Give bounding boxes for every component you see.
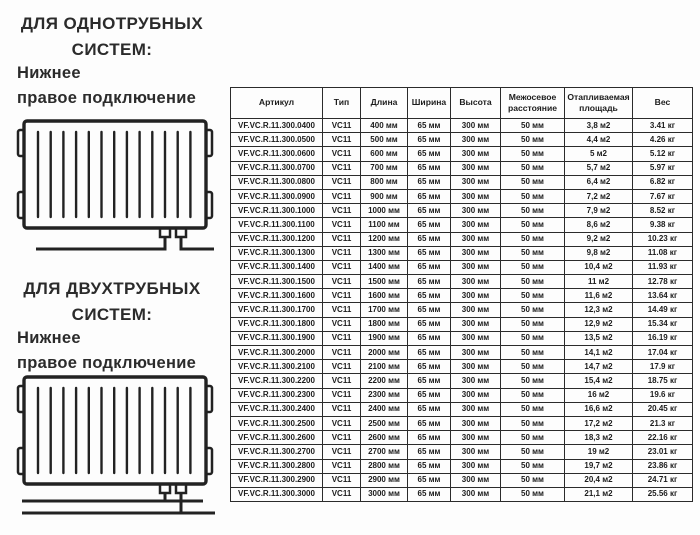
cell-weight: 10.23 кг — [633, 232, 693, 246]
cell-type: VC11 — [323, 331, 361, 345]
table-row — [231, 459, 693, 473]
header-axle-distance: Межосевое расстояние — [501, 88, 565, 119]
cell-type: VC11 — [323, 317, 361, 331]
cell-width: 65 мм — [408, 317, 451, 331]
cell-width: 65 мм — [408, 232, 451, 246]
cell-length: 600 мм — [361, 147, 408, 161]
cell-length: 3000 мм — [361, 487, 408, 501]
cell-axle-distance: 50 мм — [501, 331, 565, 345]
cell-weight: 11.08 кг — [633, 246, 693, 260]
table-row — [231, 147, 693, 161]
cell-weight: 23.86 кг — [633, 459, 693, 473]
table-row — [231, 331, 693, 345]
cell-type: VC11 — [323, 218, 361, 232]
cell-height: 300 мм — [451, 459, 501, 473]
cell-heated-area: 7,9 м2 — [565, 204, 633, 218]
cell-axle-distance: 50 мм — [501, 416, 565, 430]
cell-article: VF.VC.R.11.300.1300 — [231, 246, 323, 260]
cell-height: 300 мм — [451, 317, 501, 331]
cell-heated-area: 21,1 м2 — [565, 487, 633, 501]
cell-width: 65 мм — [408, 133, 451, 147]
cell-heated-area: 19,7 м2 — [565, 459, 633, 473]
table-row — [231, 317, 693, 331]
cell-length: 1300 мм — [361, 246, 408, 260]
header-length: Длина — [361, 88, 408, 119]
cell-axle-distance: 50 мм — [501, 275, 565, 289]
cell-axle-distance: 50 мм — [501, 374, 565, 388]
cell-width: 65 мм — [408, 218, 451, 232]
subtitle-line2: правое подключение — [17, 353, 197, 372]
cell-width: 65 мм — [408, 416, 451, 430]
cell-axle-distance: 50 мм — [501, 133, 565, 147]
cell-height: 300 мм — [451, 119, 501, 133]
cell-axle-distance: 50 мм — [501, 204, 565, 218]
cell-weight: 3.41 кг — [633, 119, 693, 133]
cell-weight: 4.26 кг — [633, 133, 693, 147]
cell-type: VC11 — [323, 445, 361, 459]
cell-height: 300 мм — [451, 416, 501, 430]
cell-width: 65 мм — [408, 303, 451, 317]
cell-heated-area: 5 м2 — [565, 147, 633, 161]
table-row — [231, 204, 693, 218]
cell-type: VC11 — [323, 473, 361, 487]
section-title-line1: ДЛЯ ДВУХТРУБНЫХ — [23, 279, 201, 298]
cell-axle-distance: 50 мм — [501, 232, 565, 246]
cell-type: VC11 — [323, 388, 361, 402]
cell-length: 1700 мм — [361, 303, 408, 317]
cell-type: VC11 — [323, 161, 361, 175]
cell-heated-area: 14,1 м2 — [565, 346, 633, 360]
table-row — [231, 218, 693, 232]
cell-height: 300 мм — [451, 303, 501, 317]
cell-weight: 18.75 кг — [633, 374, 693, 388]
cell-type: VC11 — [323, 303, 361, 317]
cell-weight: 13.64 кг — [633, 289, 693, 303]
cell-height: 300 мм — [451, 445, 501, 459]
cell-weight: 15.34 кг — [633, 317, 693, 331]
cell-weight: 16.19 кг — [633, 331, 693, 345]
cell-heated-area: 11 м2 — [565, 275, 633, 289]
cell-article: VF.VC.R.11.300.2100 — [231, 360, 323, 374]
table-row — [231, 161, 693, 175]
cell-heated-area: 13,5 м2 — [565, 331, 633, 345]
radiator-two-pipe-diagram — [12, 372, 220, 524]
cell-axle-distance: 50 мм — [501, 175, 565, 189]
cell-article: VF.VC.R.11.300.0800 — [231, 175, 323, 189]
section-title-single-pipe — [8, 11, 216, 62]
cell-type: VC11 — [323, 360, 361, 374]
cell-type: VC11 — [323, 346, 361, 360]
table-row — [231, 416, 693, 430]
table-row — [231, 246, 693, 260]
radiator-single-pipe-diagram — [12, 116, 220, 258]
cell-length: 2200 мм — [361, 374, 408, 388]
cell-axle-distance: 50 мм — [501, 360, 565, 374]
cell-width: 65 мм — [408, 147, 451, 161]
cell-heated-area: 5,7 м2 — [565, 161, 633, 175]
cell-weight: 7.67 кг — [633, 189, 693, 203]
cell-type: VC11 — [323, 487, 361, 501]
cell-type: VC11 — [323, 246, 361, 260]
table-row — [231, 119, 693, 133]
cell-article: VF.VC.R.11.300.1100 — [231, 218, 323, 232]
cell-type: VC11 — [323, 416, 361, 430]
cell-height: 300 мм — [451, 275, 501, 289]
table-row — [231, 346, 693, 360]
cell-heated-area: 14,7 м2 — [565, 360, 633, 374]
cell-article: VF.VC.R.11.300.3000 — [231, 487, 323, 501]
cell-heated-area: 19 м2 — [565, 445, 633, 459]
cell-weight: 11.93 кг — [633, 260, 693, 274]
table-row — [231, 133, 693, 147]
cell-article: VF.VC.R.11.300.0500 — [231, 133, 323, 147]
cell-weight: 22.16 кг — [633, 431, 693, 445]
cell-axle-distance: 50 мм — [501, 218, 565, 232]
cell-axle-distance: 50 мм — [501, 487, 565, 501]
cell-heated-area: 6,4 м2 — [565, 175, 633, 189]
cell-width: 65 мм — [408, 445, 451, 459]
cell-height: 300 мм — [451, 189, 501, 203]
header-type: Тип — [323, 88, 361, 119]
cell-article: VF.VC.R.11.300.2800 — [231, 459, 323, 473]
cell-width: 65 мм — [408, 260, 451, 274]
cell-height: 300 мм — [451, 232, 501, 246]
cell-weight: 14.49 кг — [633, 303, 693, 317]
cell-type: VC11 — [323, 275, 361, 289]
cell-height: 300 мм — [451, 246, 501, 260]
cell-axle-distance: 50 мм — [501, 189, 565, 203]
cell-heated-area: 20,4 м2 — [565, 473, 633, 487]
cell-type: VC11 — [323, 119, 361, 133]
cell-height: 300 мм — [451, 161, 501, 175]
cell-weight: 5.12 кг — [633, 147, 693, 161]
table-row — [231, 374, 693, 388]
cell-article: VF.VC.R.11.300.2900 — [231, 473, 323, 487]
cell-article: VF.VC.R.11.300.0700 — [231, 161, 323, 175]
radiator-two-pipe-icon — [12, 372, 220, 524]
cell-weight: 9.38 кг — [633, 218, 693, 232]
cell-length: 1900 мм — [361, 331, 408, 345]
cell-height: 300 мм — [451, 374, 501, 388]
cell-length: 2800 мм — [361, 459, 408, 473]
subtitle-line1: Нижнее — [17, 64, 81, 82]
cell-axle-distance: 50 мм — [501, 303, 565, 317]
cell-heated-area: 7,2 м2 — [565, 189, 633, 203]
table-body — [231, 119, 693, 502]
cell-length: 2600 мм — [361, 431, 408, 445]
section-title-line1: ДЛЯ ОДНОТРУБНЫХ — [20, 14, 204, 33]
cell-axle-distance: 50 мм — [501, 473, 565, 487]
cell-height: 300 мм — [451, 218, 501, 232]
cell-height: 300 мм — [451, 260, 501, 274]
cell-weight: 5.97 кг — [633, 161, 693, 175]
cell-article: VF.VC.R.11.300.1900 — [231, 331, 323, 345]
table-row — [231, 388, 693, 402]
header-weight: Вес — [633, 88, 693, 119]
table-row — [231, 473, 693, 487]
cell-length: 2700 мм — [361, 445, 408, 459]
table-row — [231, 260, 693, 274]
cell-axle-distance: 50 мм — [501, 431, 565, 445]
cell-article: VF.VC.R.11.300.2700 — [231, 445, 323, 459]
cell-width: 65 мм — [408, 459, 451, 473]
cell-width: 65 мм — [408, 275, 451, 289]
cell-type: VC11 — [323, 175, 361, 189]
cell-axle-distance: 50 мм — [501, 459, 565, 473]
cell-article: VF.VC.R.11.300.1000 — [231, 204, 323, 218]
cell-width: 65 мм — [408, 189, 451, 203]
table-row — [231, 303, 693, 317]
radiator-single-pipe-icon — [12, 116, 220, 258]
cell-weight: 8.52 кг — [633, 204, 693, 218]
cell-height: 300 мм — [451, 431, 501, 445]
cell-article: VF.VC.R.11.300.2500 — [231, 416, 323, 430]
cell-width: 65 мм — [408, 161, 451, 175]
cell-weight: 20.45 кг — [633, 402, 693, 416]
cell-axle-distance: 50 мм — [501, 119, 565, 133]
cell-article: VF.VC.R.11.300.0400 — [231, 119, 323, 133]
cell-heated-area: 10,4 м2 — [565, 260, 633, 274]
cell-width: 65 мм — [408, 374, 451, 388]
cell-length: 500 мм — [361, 133, 408, 147]
cell-height: 300 мм — [451, 388, 501, 402]
cell-length: 400 мм — [361, 119, 408, 133]
cell-weight: 23.01 кг — [633, 445, 693, 459]
cell-length: 800 мм — [361, 175, 408, 189]
cell-width: 65 мм — [408, 473, 451, 487]
cell-height: 300 мм — [451, 346, 501, 360]
cell-axle-distance: 50 мм — [501, 161, 565, 175]
cell-article: VF.VC.R.11.300.2400 — [231, 402, 323, 416]
cell-heated-area: 11,6 м2 — [565, 289, 633, 303]
cell-weight: 6.82 кг — [633, 175, 693, 189]
table-row — [231, 189, 693, 203]
section-subtitle-two-pipe — [17, 326, 196, 376]
cell-type: VC11 — [323, 459, 361, 473]
cell-axle-distance: 50 мм — [501, 346, 565, 360]
cell-heated-area: 12,3 м2 — [565, 303, 633, 317]
cell-type: VC11 — [323, 204, 361, 218]
cell-width: 65 мм — [408, 289, 451, 303]
cell-weight: 24.71 кг — [633, 473, 693, 487]
cell-article: VF.VC.R.11.300.2600 — [231, 431, 323, 445]
cell-width: 65 мм — [408, 388, 451, 402]
table-row — [231, 431, 693, 445]
section-title-two-pipe — [8, 276, 216, 327]
cell-length: 2100 мм — [361, 360, 408, 374]
cell-length: 2500 мм — [361, 416, 408, 430]
cell-heated-area: 15,4 м2 — [565, 374, 633, 388]
cell-article: VF.VC.R.11.300.1400 — [231, 260, 323, 274]
cell-height: 300 мм — [451, 473, 501, 487]
cell-heated-area: 16,6 м2 — [565, 402, 633, 416]
cell-width: 65 мм — [408, 487, 451, 501]
cell-article: VF.VC.R.11.300.1600 — [231, 289, 323, 303]
cell-length: 2300 мм — [361, 388, 408, 402]
cell-length: 900 мм — [361, 189, 408, 203]
cell-heated-area: 8,6 м2 — [565, 218, 633, 232]
cell-article: VF.VC.R.11.300.1500 — [231, 275, 323, 289]
cell-axle-distance: 50 мм — [501, 317, 565, 331]
table-row — [231, 445, 693, 459]
cell-height: 300 мм — [451, 175, 501, 189]
table-row — [231, 487, 693, 501]
cell-weight: 25.56 кг — [633, 487, 693, 501]
cell-axle-distance: 50 мм — [501, 246, 565, 260]
cell-width: 65 мм — [408, 402, 451, 416]
cell-height: 300 мм — [451, 487, 501, 501]
cell-axle-distance: 50 мм — [501, 388, 565, 402]
cell-weight: 17.04 кг — [633, 346, 693, 360]
cell-length: 1200 мм — [361, 232, 408, 246]
cell-axle-distance: 50 мм — [501, 445, 565, 459]
header-height: Высота — [451, 88, 501, 119]
table-row — [231, 402, 693, 416]
cell-type: VC11 — [323, 402, 361, 416]
cell-article: VF.VC.R.11.300.1200 — [231, 232, 323, 246]
cell-type: VC11 — [323, 260, 361, 274]
cell-length: 1100 мм — [361, 218, 408, 232]
cell-height: 300 мм — [451, 204, 501, 218]
cell-weight: 21.3 кг — [633, 416, 693, 430]
cell-heated-area: 9,2 м2 — [565, 232, 633, 246]
cell-height: 300 мм — [451, 331, 501, 345]
cell-width: 65 мм — [408, 360, 451, 374]
cell-width: 65 мм — [408, 331, 451, 345]
cell-axle-distance: 50 мм — [501, 147, 565, 161]
cell-axle-distance: 50 мм — [501, 289, 565, 303]
cell-length: 700 мм — [361, 161, 408, 175]
cell-height: 300 мм — [451, 147, 501, 161]
cell-width: 65 мм — [408, 204, 451, 218]
cell-weight: 19.6 кг — [633, 388, 693, 402]
header-article: Артикул — [231, 88, 323, 119]
cell-type: VC11 — [323, 133, 361, 147]
cell-weight: 12.78 кг — [633, 275, 693, 289]
cell-article: VF.VC.R.11.300.1700 — [231, 303, 323, 317]
subtitle-line2: правое подключение — [17, 88, 197, 107]
cell-length: 1600 мм — [361, 289, 408, 303]
cell-width: 65 мм — [408, 431, 451, 445]
cell-heated-area: 9,8 м2 — [565, 246, 633, 260]
cell-type: VC11 — [323, 232, 361, 246]
table-row — [231, 275, 693, 289]
cell-heated-area: 3,8 м2 — [565, 119, 633, 133]
cell-length: 2400 мм — [361, 402, 408, 416]
cell-type: VC11 — [323, 374, 361, 388]
cell-length: 1400 мм — [361, 260, 408, 274]
cell-heated-area: 18,3 м2 — [565, 431, 633, 445]
cell-height: 300 мм — [451, 402, 501, 416]
cell-height: 300 мм — [451, 289, 501, 303]
cell-axle-distance: 50 мм — [501, 402, 565, 416]
section-title-line2: СИСТЕМ: — [71, 304, 153, 324]
cell-article: VF.VC.R.11.300.1800 — [231, 317, 323, 331]
cell-article: VF.VC.R.11.300.2300 — [231, 388, 323, 402]
subtitle-line1: Нижнее — [17, 329, 81, 347]
table-row — [231, 175, 693, 189]
cell-heated-area: 16 м2 — [565, 388, 633, 402]
cell-width: 65 мм — [408, 346, 451, 360]
cell-width: 65 мм — [408, 246, 451, 260]
section-subtitle-single-pipe — [17, 61, 196, 111]
cell-type: VC11 — [323, 189, 361, 203]
cell-article: VF.VC.R.11.300.0600 — [231, 147, 323, 161]
table-header-row — [231, 88, 693, 119]
spec-table-container — [230, 87, 692, 502]
cell-heated-area: 4,4 м2 — [565, 133, 633, 147]
cell-article: VF.VC.R.11.300.0900 — [231, 189, 323, 203]
cell-length: 2900 мм — [361, 473, 408, 487]
cell-axle-distance: 50 мм — [501, 260, 565, 274]
table-row — [231, 360, 693, 374]
cell-length: 1800 мм — [361, 317, 408, 331]
cell-length: 1500 мм — [361, 275, 408, 289]
cell-article: VF.VC.R.11.300.2200 — [231, 374, 323, 388]
table-row — [231, 232, 693, 246]
cell-length: 1000 мм — [361, 204, 408, 218]
table-row — [231, 289, 693, 303]
spec-table — [230, 87, 693, 502]
cell-width: 65 мм — [408, 175, 451, 189]
cell-weight: 17.9 кг — [633, 360, 693, 374]
cell-article: VF.VC.R.11.300.2000 — [231, 346, 323, 360]
cell-type: VC11 — [323, 289, 361, 303]
cell-type: VC11 — [323, 147, 361, 161]
cell-width: 65 мм — [408, 119, 451, 133]
cell-length: 2000 мм — [361, 346, 408, 360]
cell-heated-area: 17,2 м2 — [565, 416, 633, 430]
cell-type: VC11 — [323, 431, 361, 445]
cell-heated-area: 12,9 м2 — [565, 317, 633, 331]
cell-height: 300 мм — [451, 133, 501, 147]
header-heated-area: Отапливаемая площадь — [565, 88, 633, 119]
cell-height: 300 мм — [451, 360, 501, 374]
header-width: Ширина — [408, 88, 451, 119]
section-title-line2: СИСТЕМ: — [71, 39, 153, 59]
